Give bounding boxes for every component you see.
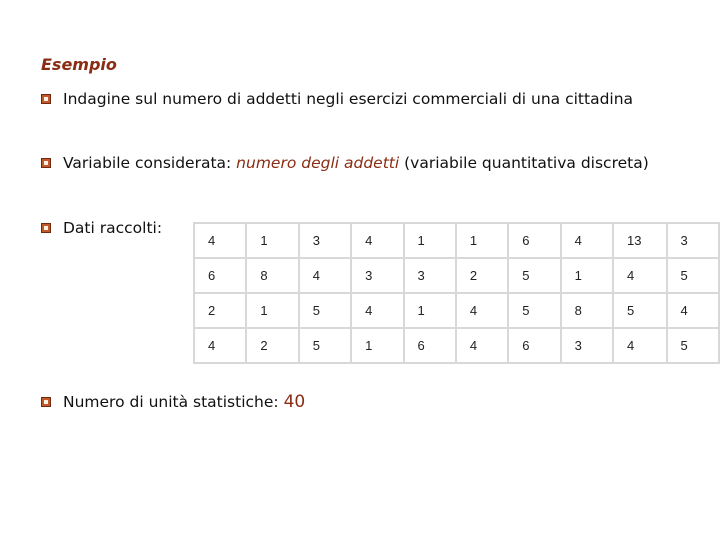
units-value: 40 bbox=[283, 392, 306, 412]
bullet-survey-text: Indagine sul numero di addetti negli esercizi commerciali di una cittadina bbox=[63, 90, 634, 108]
table-cell: 6 bbox=[405, 329, 457, 362]
table-row bbox=[195, 329, 718, 362]
data-table bbox=[193, 222, 720, 364]
table-cell: 4 bbox=[352, 294, 404, 329]
units-prefix: Numero di unità statistiche: bbox=[63, 393, 284, 411]
table-cell: 4 bbox=[195, 329, 247, 362]
table-cell: 5 bbox=[680, 338, 688, 353]
table-cell: 4 bbox=[614, 259, 668, 294]
variable-suffix: (variabile quantitativa discreta) bbox=[399, 154, 649, 172]
variable-prefix: Variabile considerata: bbox=[63, 154, 237, 172]
table-cell: 8 bbox=[562, 294, 614, 329]
square-bullet-icon bbox=[41, 94, 51, 104]
table-cell: 3 bbox=[668, 224, 718, 259]
table-cell: 5 bbox=[509, 259, 561, 294]
bullet-survey bbox=[41, 89, 661, 110]
table-row bbox=[195, 224, 718, 259]
table-cell: 1 bbox=[405, 224, 457, 259]
table-cell: 6 bbox=[509, 329, 561, 362]
table-cell: 4 bbox=[457, 329, 509, 362]
table-cell: 3 bbox=[352, 259, 404, 294]
table-cell: 2 bbox=[457, 259, 509, 294]
table-cell: 5 bbox=[300, 329, 352, 362]
bullet-data-text: Dati raccolti: bbox=[63, 219, 163, 237]
table-cell: 1 bbox=[562, 259, 614, 294]
bullet-variable bbox=[41, 153, 661, 174]
table-cell: 2 bbox=[247, 329, 299, 362]
table-cell: 1 bbox=[405, 294, 457, 329]
table-cell: 2 bbox=[195, 294, 247, 329]
table-cell: 4 bbox=[195, 224, 247, 259]
table-cell: 4 bbox=[614, 329, 668, 362]
table-cell: 4 bbox=[457, 294, 509, 329]
table-cell: 13 bbox=[614, 224, 668, 259]
table-cell: 6 bbox=[509, 224, 561, 259]
table-cell: 8 bbox=[247, 259, 299, 294]
table-cell: 5 bbox=[509, 294, 561, 329]
table-cell: 3 bbox=[562, 329, 614, 362]
table-row bbox=[195, 294, 718, 329]
bullet-variable-text bbox=[63, 153, 661, 174]
bullet-units bbox=[41, 392, 305, 413]
table-cell: 5 bbox=[614, 294, 668, 329]
table-cell: 5 bbox=[668, 259, 718, 294]
square-bullet-icon bbox=[41, 397, 51, 407]
table-cell: 4 bbox=[300, 259, 352, 294]
table-cell: 3 bbox=[405, 259, 457, 294]
table-cell: 1 bbox=[247, 224, 299, 259]
bullet-data bbox=[41, 218, 162, 239]
table-cell: 1 bbox=[247, 294, 299, 329]
table-cell: 6 bbox=[195, 259, 247, 294]
table-cell: 1 bbox=[352, 329, 404, 362]
table-cell: 4 bbox=[562, 224, 614, 259]
table-cell: 1 bbox=[457, 224, 509, 259]
slide-title: Esempio bbox=[41, 55, 117, 74]
table-cell: 5 bbox=[300, 294, 352, 329]
square-bullet-icon bbox=[41, 223, 51, 233]
variable-name: numero degli addetti bbox=[236, 154, 400, 172]
bullet-units-text bbox=[63, 392, 305, 413]
table-cell: 4 bbox=[668, 294, 718, 329]
table-cell: 3 bbox=[300, 224, 352, 259]
square-bullet-icon bbox=[41, 158, 51, 168]
table-row bbox=[195, 259, 718, 294]
table-cell: 4 bbox=[352, 224, 404, 259]
